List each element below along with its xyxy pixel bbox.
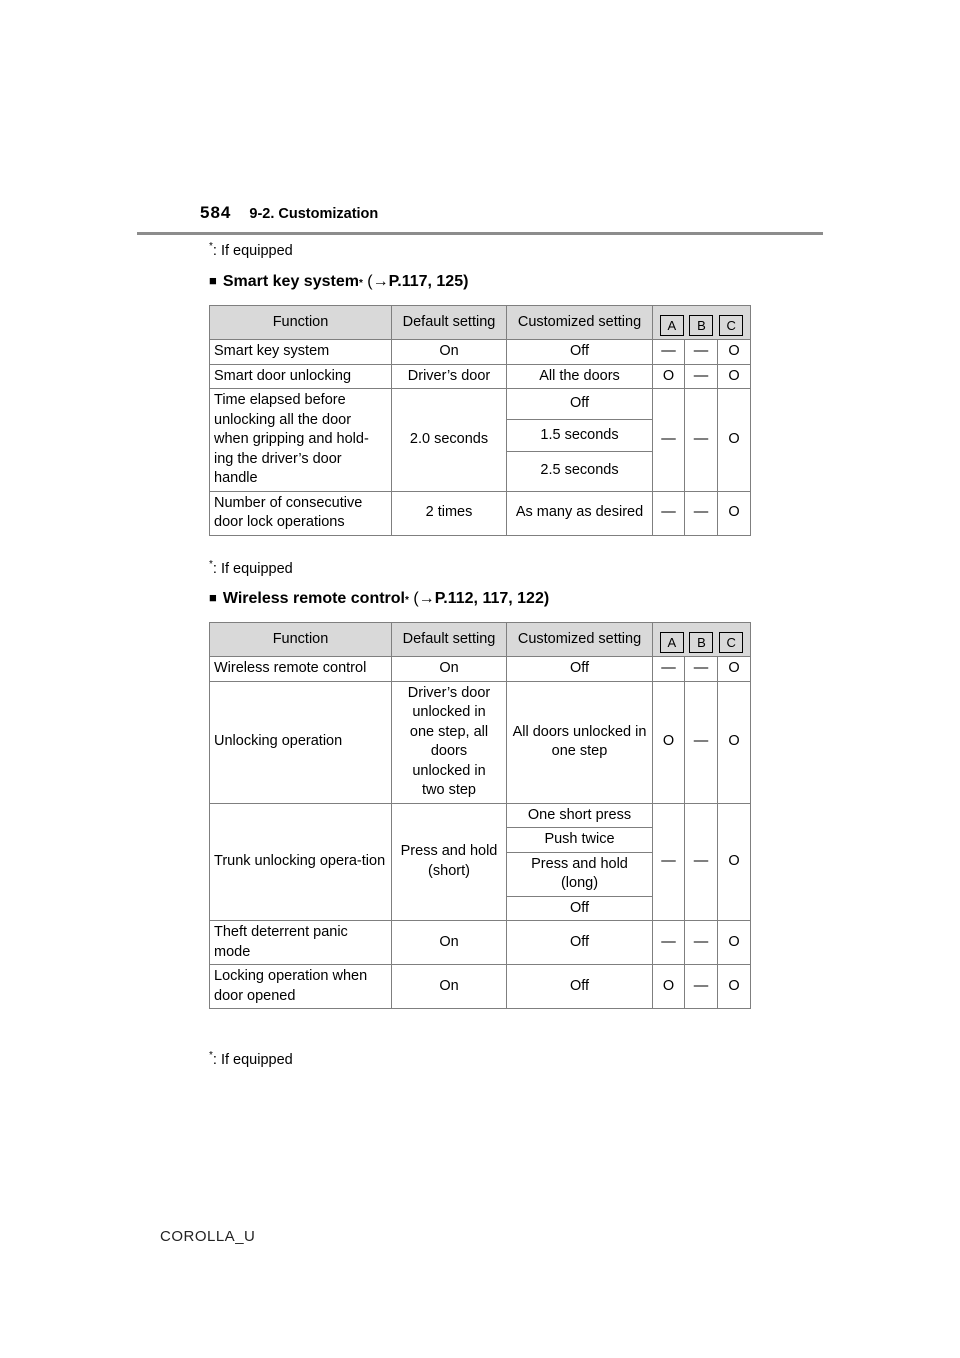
cell-default: Driver’s door unlocked in one step, all doors unlocked in two step bbox=[392, 681, 507, 803]
cell-function: Time elapsed before unlocking all the door when gripping and hold-ing the driver’s door handle bbox=[210, 389, 392, 492]
cell-function: Unlocking operation bbox=[210, 681, 392, 803]
table-row bbox=[210, 803, 751, 828]
cell-a: — bbox=[653, 657, 685, 682]
cell-function: Number of consecutive door lock operations bbox=[210, 491, 392, 535]
cell-custom: Off bbox=[507, 340, 653, 365]
col-header-default: Default setting bbox=[392, 623, 507, 657]
cell-c: O bbox=[718, 364, 751, 389]
footnote-text: : If equipped bbox=[212, 561, 293, 577]
footnote-if-equipped bbox=[209, 241, 293, 259]
col-header-default: Default setting bbox=[392, 306, 507, 340]
cell-custom: Press and hold (long) bbox=[507, 852, 653, 896]
cell-function: Locking operation when door opened bbox=[210, 965, 392, 1009]
cell-custom: One short press bbox=[507, 803, 653, 828]
cell-custom: All the doors bbox=[507, 364, 653, 389]
cell-function: Smart key system bbox=[210, 340, 392, 365]
table-row bbox=[210, 340, 751, 365]
cell-a: — bbox=[653, 491, 685, 535]
asterisk: * bbox=[209, 559, 213, 570]
section-heading-wireless bbox=[209, 590, 549, 608]
cell-a: O bbox=[653, 965, 685, 1009]
cell-c: O bbox=[718, 340, 751, 365]
footnote-text: : If equipped bbox=[212, 1052, 293, 1068]
cell-function: Smart door unlocking bbox=[210, 364, 392, 389]
box-c-label: C bbox=[719, 315, 743, 336]
cell-b: — bbox=[685, 491, 718, 535]
box-b-label: B bbox=[689, 632, 713, 653]
cell-c: O bbox=[718, 803, 751, 921]
cell-a: O bbox=[653, 681, 685, 803]
table-row bbox=[210, 921, 751, 965]
cell-function: Theft deterrent panic mode bbox=[210, 921, 392, 965]
box-c-label: C bbox=[719, 632, 743, 653]
cell-custom: 2.5 seconds bbox=[507, 451, 653, 491]
cell-c: O bbox=[718, 657, 751, 682]
box-a-label: A bbox=[660, 315, 684, 336]
table-row bbox=[210, 681, 751, 803]
cell-c: O bbox=[718, 921, 751, 965]
col-header-function: Function bbox=[210, 306, 392, 340]
cell-b: — bbox=[685, 340, 718, 365]
cell-a: O bbox=[653, 364, 685, 389]
wireless-remote-table bbox=[209, 622, 751, 1009]
table-row bbox=[210, 965, 751, 1009]
cell-default: Driver’s door bbox=[392, 364, 507, 389]
cell-custom: Off bbox=[507, 921, 653, 965]
table-header-row bbox=[210, 306, 751, 340]
arrow-right-icon: (→ bbox=[408, 590, 435, 607]
cell-b: — bbox=[685, 921, 718, 965]
col-header-abc bbox=[653, 623, 751, 657]
footnote-if-equipped bbox=[209, 1050, 293, 1068]
cell-default: Press and hold (short) bbox=[392, 803, 507, 921]
table-row bbox=[210, 657, 751, 682]
cell-custom: 1.5 seconds bbox=[507, 420, 653, 451]
cell-custom: Off bbox=[507, 896, 653, 921]
cell-custom: Push twice bbox=[507, 828, 653, 853]
table-row bbox=[210, 389, 751, 420]
cell-default: On bbox=[392, 921, 507, 965]
cell-b: — bbox=[685, 681, 718, 803]
square-bullet-icon: ■ bbox=[209, 590, 217, 605]
page-header bbox=[200, 203, 378, 223]
col-header-abc bbox=[653, 306, 751, 340]
page-number: 584 bbox=[200, 203, 232, 222]
arrow-right-icon: (→ bbox=[362, 273, 389, 290]
box-b-label: B bbox=[689, 315, 713, 336]
cell-custom: Off bbox=[507, 657, 653, 682]
cell-c: O bbox=[718, 491, 751, 535]
cell-custom: Off bbox=[507, 965, 653, 1009]
col-header-custom: Customized setting bbox=[507, 306, 653, 340]
table-row bbox=[210, 491, 751, 535]
footnote-text: : If equipped bbox=[212, 243, 293, 259]
cell-b: — bbox=[685, 657, 718, 682]
asterisk: * bbox=[209, 1050, 213, 1061]
cell-a: — bbox=[653, 803, 685, 921]
cell-default: On bbox=[392, 657, 507, 682]
heading-title: Wireless remote control bbox=[222, 590, 405, 607]
section-heading-smart-key bbox=[209, 273, 468, 291]
cell-default: On bbox=[392, 340, 507, 365]
cell-b: — bbox=[685, 364, 718, 389]
cell-function: Wireless remote control bbox=[210, 657, 392, 682]
table-row bbox=[210, 364, 751, 389]
cell-custom: Off bbox=[507, 389, 653, 420]
asterisk: * bbox=[405, 595, 409, 606]
cell-default: 2 times bbox=[392, 491, 507, 535]
cell-b: — bbox=[685, 389, 718, 492]
heading-page-ref: P.117, 125) bbox=[388, 273, 469, 290]
cell-function: Trunk unlocking opera-tion bbox=[210, 803, 392, 921]
cell-b: — bbox=[685, 965, 718, 1009]
square-bullet-icon: ■ bbox=[209, 273, 217, 288]
box-a-label: A bbox=[660, 632, 684, 653]
cell-c: O bbox=[718, 389, 751, 492]
heading-page-ref: P.112, 117, 122) bbox=[434, 590, 550, 607]
cell-b: — bbox=[685, 803, 718, 921]
col-header-custom: Customized setting bbox=[507, 623, 653, 657]
cell-a: — bbox=[653, 921, 685, 965]
asterisk: * bbox=[209, 241, 213, 252]
footnote-if-equipped bbox=[209, 559, 293, 577]
cell-c: O bbox=[718, 681, 751, 803]
footer-model-label: COROLLA_U bbox=[160, 1228, 256, 1245]
section-title: 9-2. Customization bbox=[249, 206, 379, 222]
cell-default: 2.0 seconds bbox=[392, 389, 507, 492]
cell-default: On bbox=[392, 965, 507, 1009]
cell-custom: As many as desired bbox=[507, 491, 653, 535]
col-header-function: Function bbox=[210, 623, 392, 657]
cell-a: — bbox=[653, 340, 685, 365]
header-divider bbox=[137, 232, 823, 235]
cell-custom: All doors unlocked in one step bbox=[507, 681, 653, 803]
cell-a: — bbox=[653, 389, 685, 492]
heading-title: Smart key system bbox=[222, 273, 359, 290]
cell-c: O bbox=[718, 965, 751, 1009]
asterisk: * bbox=[358, 278, 363, 289]
table-header-row bbox=[210, 623, 751, 657]
smart-key-table bbox=[209, 305, 751, 536]
